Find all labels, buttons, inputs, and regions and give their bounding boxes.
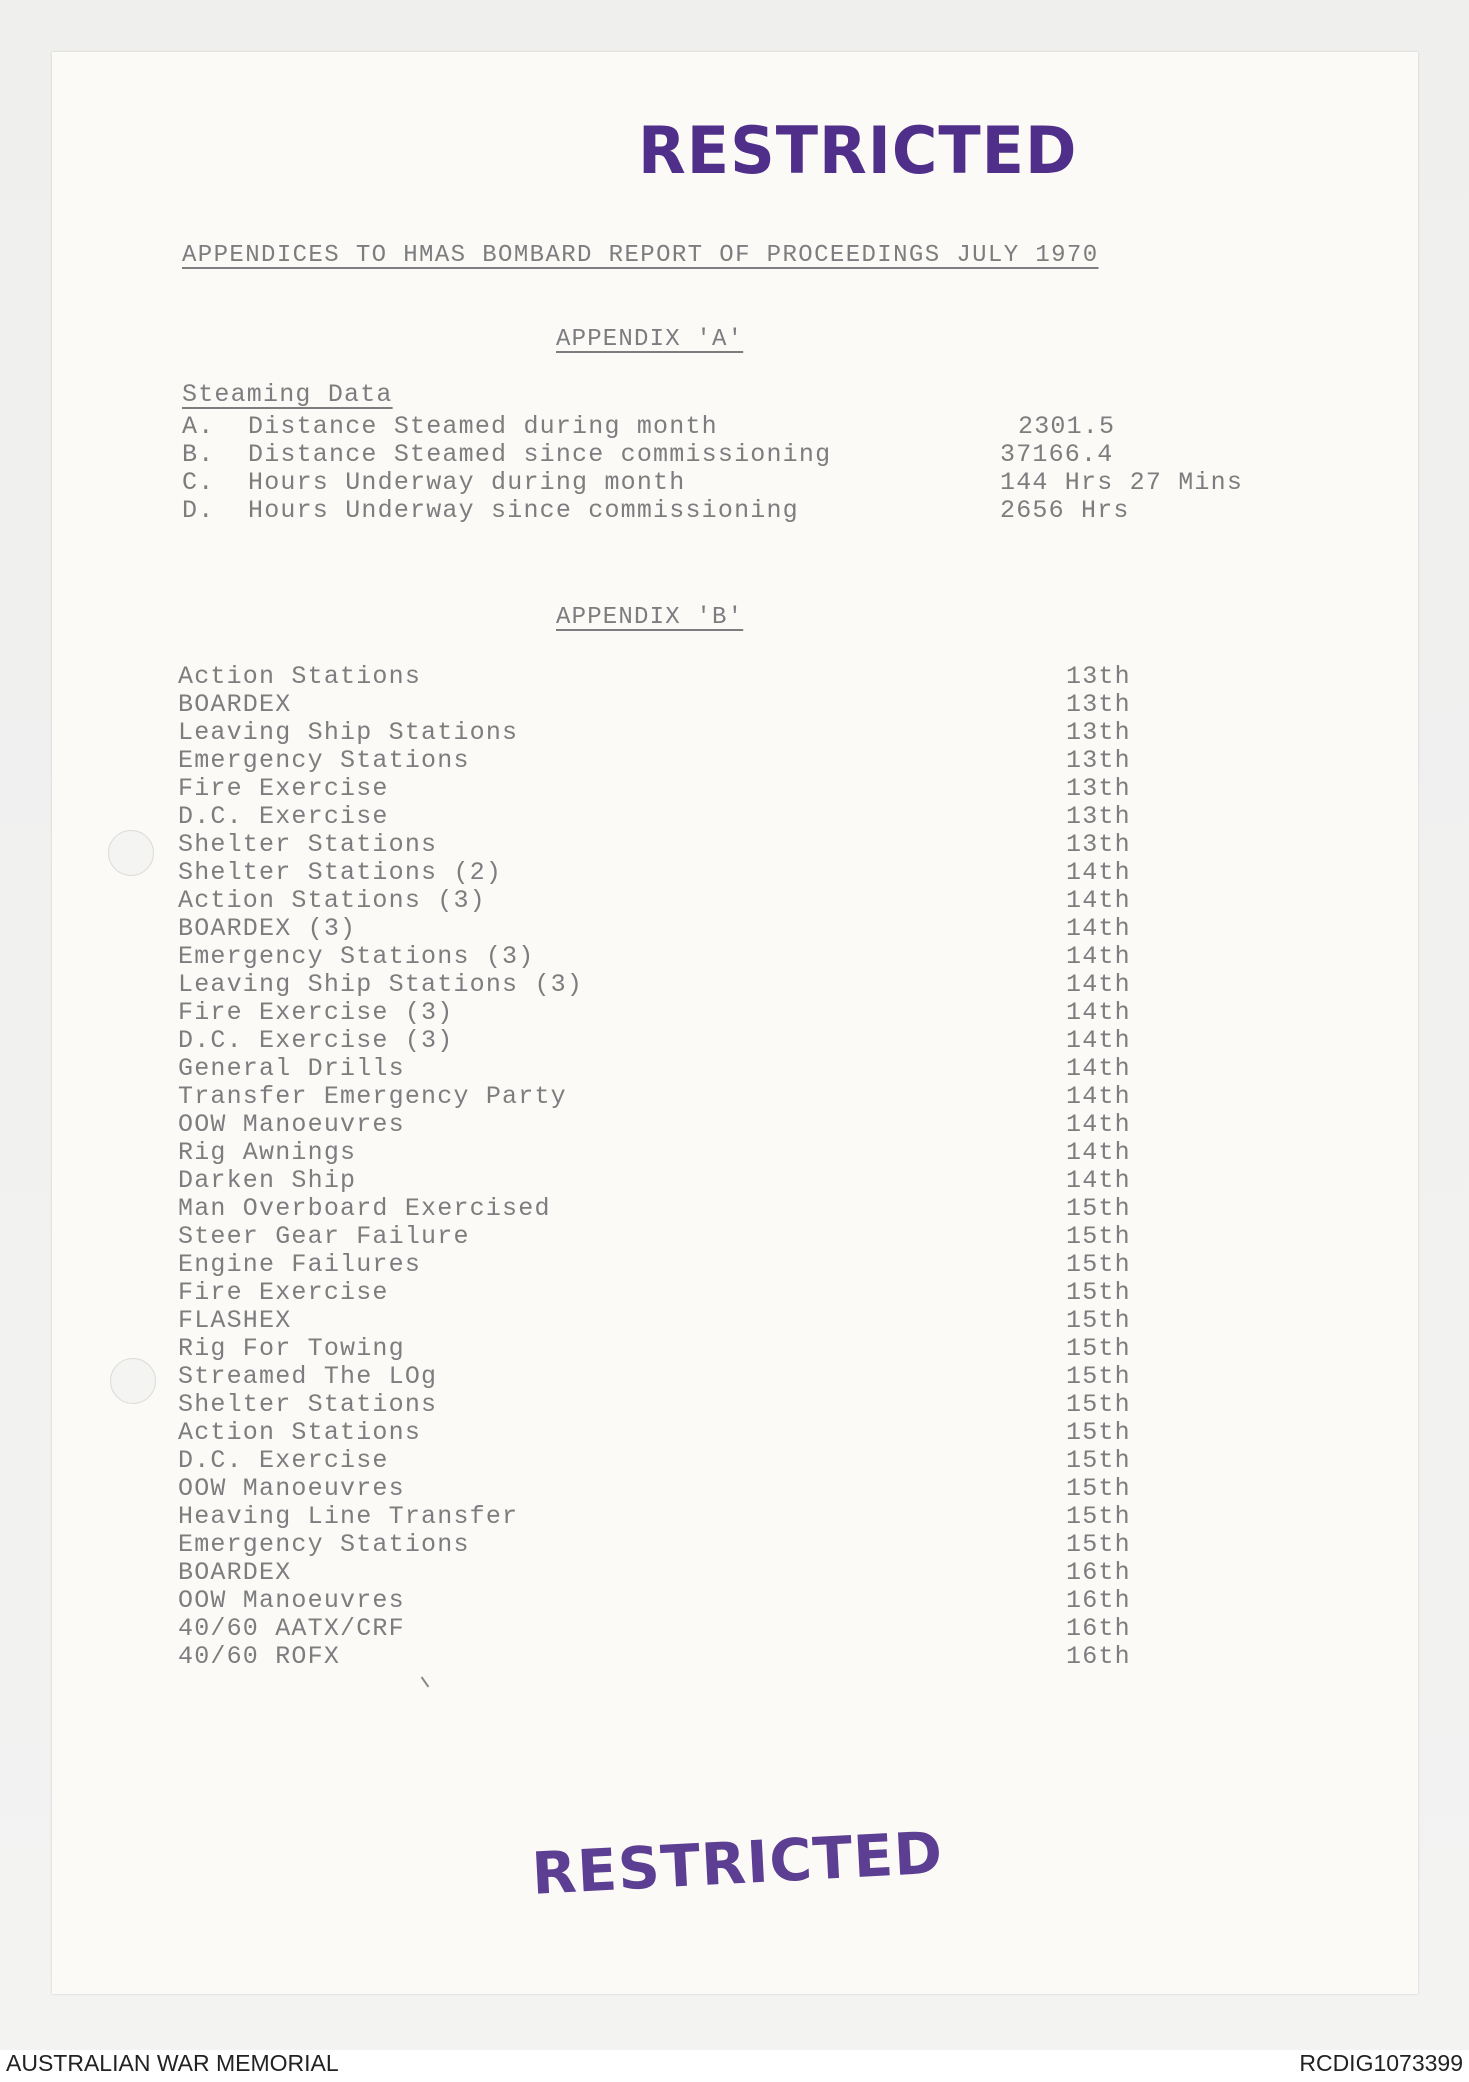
- activity-name: Engine Failures: [178, 1250, 422, 1279]
- activity-date: 14th: [1066, 970, 1131, 999]
- activity-name: Leaving Ship Stations (3): [178, 970, 584, 999]
- activity-name: FLASHEX: [178, 1306, 292, 1335]
- activity-date: 15th: [1066, 1362, 1131, 1391]
- activity-date: 13th: [1066, 746, 1131, 775]
- row-value: 37166.4: [1000, 440, 1114, 469]
- activity-name: Emergency Stations (3): [178, 942, 535, 971]
- activity-date: 13th: [1066, 662, 1131, 691]
- document-title: APPENDICES TO HMAS BOMBARD REPORT OF PROCEEDINGS JULY 1970: [182, 242, 1099, 269]
- activity-name: BOARDEX: [178, 1558, 292, 1587]
- activity-name: BOARDEX (3): [178, 914, 357, 943]
- activity-date: 13th: [1066, 718, 1131, 747]
- activity-name: Shelter Stations: [178, 830, 438, 859]
- row-label: C.: [182, 468, 215, 497]
- activity-date: 13th: [1066, 830, 1131, 859]
- activity-date: 14th: [1066, 1166, 1131, 1195]
- activity-name: Action Stations: [178, 662, 422, 691]
- row-label: D.: [182, 496, 215, 525]
- activity-date: 14th: [1066, 1026, 1131, 1055]
- activity-date: 15th: [1066, 1418, 1131, 1447]
- row-value: 2656 Hrs: [1000, 496, 1130, 525]
- row-label: A.: [182, 412, 215, 441]
- activity-date: 14th: [1066, 1082, 1131, 1111]
- restricted-stamp-top: RESTRICTED: [638, 112, 1078, 189]
- activity-name: D.C. Exercise (3): [178, 1026, 454, 1055]
- punch-hole-top: [108, 830, 154, 876]
- activity-date: 15th: [1066, 1334, 1131, 1363]
- activity-name: Transfer Emergency Party: [178, 1082, 567, 1111]
- row-value: 2301.5: [1018, 412, 1116, 441]
- activity-date: 16th: [1066, 1586, 1131, 1615]
- activity-name: Fire Exercise: [178, 1278, 389, 1307]
- activity-name: Streamed The LOg: [178, 1362, 438, 1391]
- activity-name: D.C. Exercise: [178, 1446, 389, 1475]
- activity-date: 14th: [1066, 942, 1131, 971]
- activity-date: 15th: [1066, 1250, 1131, 1279]
- activity-name: Steer Gear Failure: [178, 1222, 470, 1251]
- activity-name: Leaving Ship Stations: [178, 718, 519, 747]
- steaming-data-heading: Steaming Data: [182, 380, 393, 409]
- activity-name: Emergency Stations: [178, 1530, 470, 1559]
- activity-name: 40/60 AATX/CRF: [178, 1614, 405, 1643]
- activity-name: Action Stations (3): [178, 886, 486, 915]
- activity-name: Shelter Stations: [178, 1390, 438, 1419]
- activity-date: 14th: [1066, 998, 1131, 1027]
- appendix-b-heading: APPENDIX 'B': [556, 604, 744, 631]
- activity-date: 13th: [1066, 774, 1131, 803]
- activity-date: 14th: [1066, 886, 1131, 915]
- activity-name: Fire Exercise: [178, 774, 389, 803]
- activity-date: 15th: [1066, 1502, 1131, 1531]
- activity-date: 16th: [1066, 1642, 1131, 1671]
- activity-date: 14th: [1066, 858, 1131, 887]
- activity-name: 40/60 ROFX: [178, 1642, 341, 1671]
- activity-date: 14th: [1066, 1138, 1131, 1167]
- activity-name: Action Stations: [178, 1418, 422, 1447]
- activity-name: OOW Manoeuvres: [178, 1110, 405, 1139]
- activity-name: Man Overboard Exercised: [178, 1194, 551, 1223]
- activity-name: OOW Manoeuvres: [178, 1474, 405, 1503]
- appendix-a-heading: APPENDIX 'A': [556, 326, 744, 353]
- activity-date: 15th: [1066, 1390, 1131, 1419]
- activity-date: 15th: [1066, 1222, 1131, 1251]
- activity-date: 13th: [1066, 802, 1131, 831]
- activity-date: 14th: [1066, 914, 1131, 943]
- activity-date: 14th: [1066, 1054, 1131, 1083]
- activity-date: 15th: [1066, 1446, 1131, 1475]
- row-text: Distance Steamed since commissioning: [248, 440, 832, 469]
- activity-date: 15th: [1066, 1530, 1131, 1559]
- footer-record-id: RCDIG1073399: [1299, 2050, 1463, 2076]
- activity-name: Emergency Stations: [178, 746, 470, 775]
- activity-date: 15th: [1066, 1194, 1131, 1223]
- footer-institution: AUSTRALIAN WAR MEMORIAL: [6, 2050, 339, 2076]
- activity-name: Rig For Towing: [178, 1334, 405, 1363]
- activity-date: 15th: [1066, 1306, 1131, 1335]
- row-text: Hours Underway since commissioning: [248, 496, 799, 525]
- activity-date: 13th: [1066, 690, 1131, 719]
- row-text: Hours Underway during month: [248, 468, 686, 497]
- activity-name: Shelter Stations (2): [178, 858, 503, 887]
- activity-date: 16th: [1066, 1558, 1131, 1587]
- activity-name: Fire Exercise (3): [178, 998, 454, 1027]
- activity-date: 15th: [1066, 1278, 1131, 1307]
- restricted-stamp-bottom: RESTRICTED: [530, 1818, 945, 1908]
- row-value: 144 Hrs 27 Mins: [1000, 468, 1244, 497]
- activity-name: D.C. Exercise: [178, 802, 389, 831]
- activity-name: Heaving Line Transfer: [178, 1502, 519, 1531]
- punch-hole-bottom: [110, 1358, 156, 1404]
- activity-name: General Drills: [178, 1054, 405, 1083]
- row-label: B.: [182, 440, 215, 469]
- activity-date: 15th: [1066, 1474, 1131, 1503]
- activity-name: Darken Ship: [178, 1166, 357, 1195]
- row-text: Distance Steamed during month: [248, 412, 718, 441]
- activity-date: 14th: [1066, 1110, 1131, 1139]
- activity-name: BOARDEX: [178, 690, 292, 719]
- activity-name: OOW Manoeuvres: [178, 1586, 405, 1615]
- activity-date: 16th: [1066, 1614, 1131, 1643]
- activity-name: Rig Awnings: [178, 1138, 357, 1167]
